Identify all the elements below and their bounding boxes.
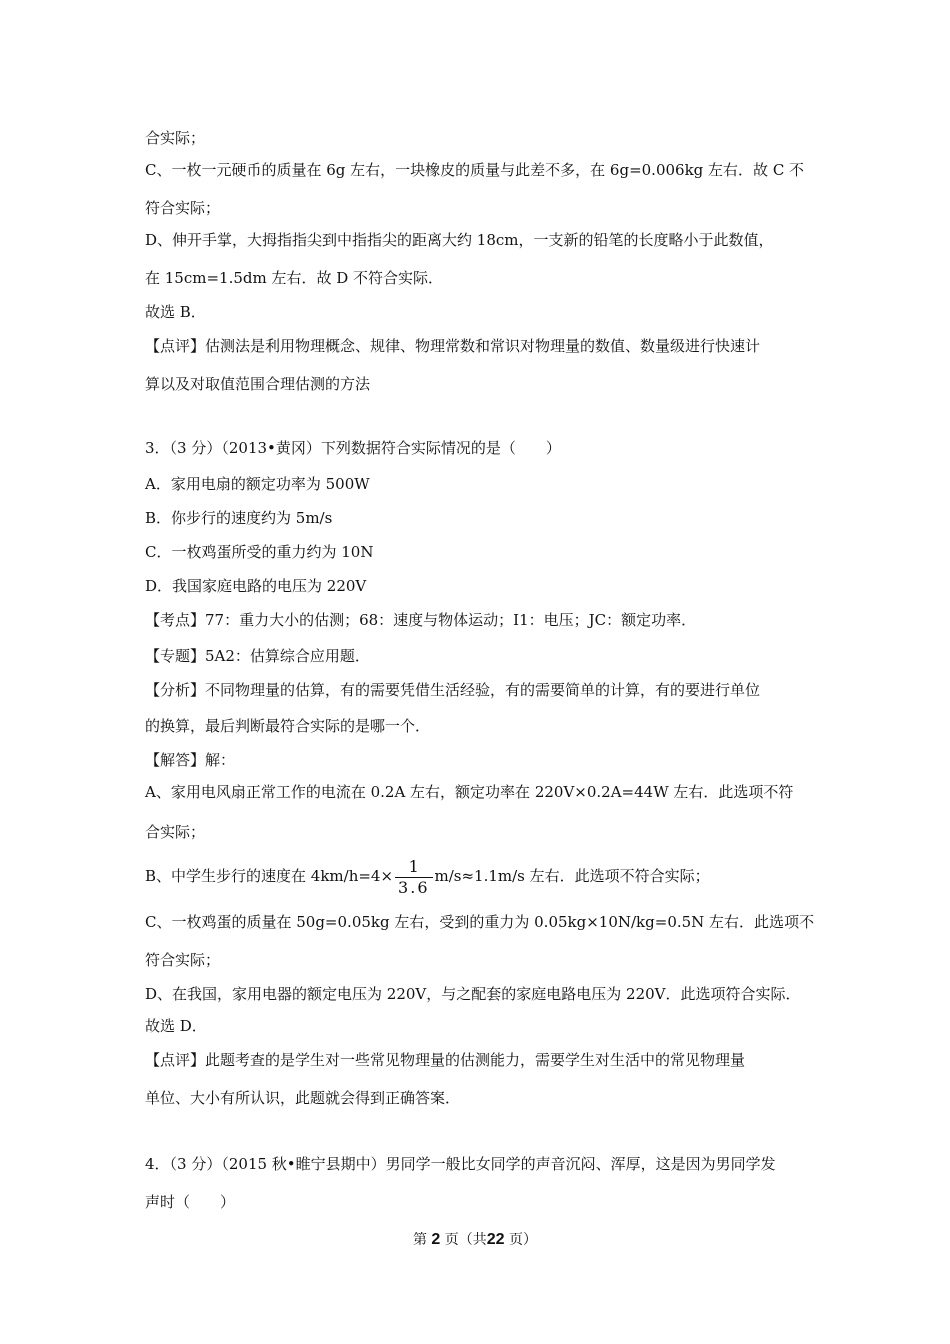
solution-b-prefix: B、中学生步行的速度在 4km/h=4×	[145, 867, 394, 885]
fraction	[395, 856, 432, 897]
prev-answer-line: 合实际；	[145, 129, 206, 147]
question-3-zhuanti: 【专题】5A2：估算综合应用题．	[145, 647, 370, 665]
fraction-numerator: 1	[395, 859, 432, 878]
footer-middle: 页（共	[444, 1232, 487, 1248]
question-3-kaodian: 【考点】77：重力大小的估测；68：速度与物体运动；I1：电压；JC：额定功率．	[145, 611, 697, 629]
question-3-solution-line: A、家用电风扇正常工作的电流在 0.2A 左右，额定功率在 220V×0.2A=44W 左右．此选项不符	[145, 783, 794, 801]
prev-review-line: 算以及对取值范围合理估测的方法	[145, 375, 371, 393]
question-3-review: 【点评】此题考查的是学生对一些常见物理量的估测能力，需要学生对生活中的常见物理量	[145, 1051, 746, 1069]
question-3-option-a: A．家用电扇的额定功率为 500W	[145, 475, 370, 493]
question-3-option-b: B．你步行的速度约为 5m/s	[145, 509, 333, 527]
prev-review-line: 【点评】估测法是利用物理概念、规律、物理常数和常识对物理量的数值、数量级进行快速计	[145, 337, 761, 355]
solution-b-suffix: m/s≈1.1m/s 左右．此选项不符合实际；	[434, 867, 710, 885]
footer-page-number: 2	[431, 1231, 441, 1248]
question-3-solution-label: 【解答】解：	[145, 751, 236, 769]
page-footer	[0, 1230, 950, 1250]
prev-answer-line: 故选 B．	[145, 303, 206, 321]
question-3-option-c: C．一枚鸡蛋所受的重力约为 10N	[145, 543, 374, 561]
question-3-choice: 故选 D．	[145, 1017, 207, 1035]
question-3-analysis: 【分析】不同物理量的估算，有的需要凭借生活经验，有的需要简单的计算，有的要进行单位	[145, 681, 761, 699]
prev-answer-line: D、伸开手掌，大拇指指尖到中指指尖的距离大约 18cm，一支新的铅笔的长度略小于此数值，	[145, 231, 774, 249]
question-3-title: 3．（3 分）（2013•黄冈）下列数据符合实际情况的是（ ）	[145, 439, 561, 457]
question-4-title: 声时（ ）	[145, 1193, 236, 1211]
footer-suffix: 页）	[509, 1232, 538, 1248]
question-3-solution-line: D、在我国，家用电器的额定电压为 220V，与之配套的家庭电路电压为 220V．此选项符合实际．	[145, 985, 801, 1003]
footer-prefix: 第	[412, 1232, 427, 1248]
prev-answer-line: 在 15cm=1.5dm 左右．故 D 不符合实际．	[145, 269, 444, 287]
question-3-solution-line: 合实际；	[145, 823, 206, 841]
fraction-denominator: 3.6	[398, 877, 430, 897]
prev-answer-line: C、一枚一元硬币的质量在 6g 左右，一块橡皮的质量与此差不多，在 6g=0.006kg 左右．故 C 不	[145, 161, 805, 179]
question-3-solution-line-b	[145, 856, 815, 896]
prev-answer-line: 符合实际；	[145, 199, 221, 217]
question-3-analysis: 的换算，最后判断最符合实际的是哪一个．	[145, 717, 431, 735]
question-3-solution-line: 符合实际；	[145, 951, 221, 969]
question-3-option-d: D．我国家庭电路的电压为 220V	[145, 577, 367, 595]
footer-total-pages: 22	[486, 1231, 505, 1248]
question-3-review: 单位、大小有所认识，此题就会得到正确答案．	[145, 1089, 461, 1107]
question-3-solution-line: C、一枚鸡蛋的质量在 50g=0.05kg 左右，受到的重力为 0.05kg×10N/kg=0.5N 左右．此选项不	[145, 913, 815, 931]
question-4-title: 4．（3 分）（2015 秋•睢宁县期中）男同学一般比女同学的声音沉闷、浑厚，这是因为男同学发	[145, 1155, 776, 1173]
